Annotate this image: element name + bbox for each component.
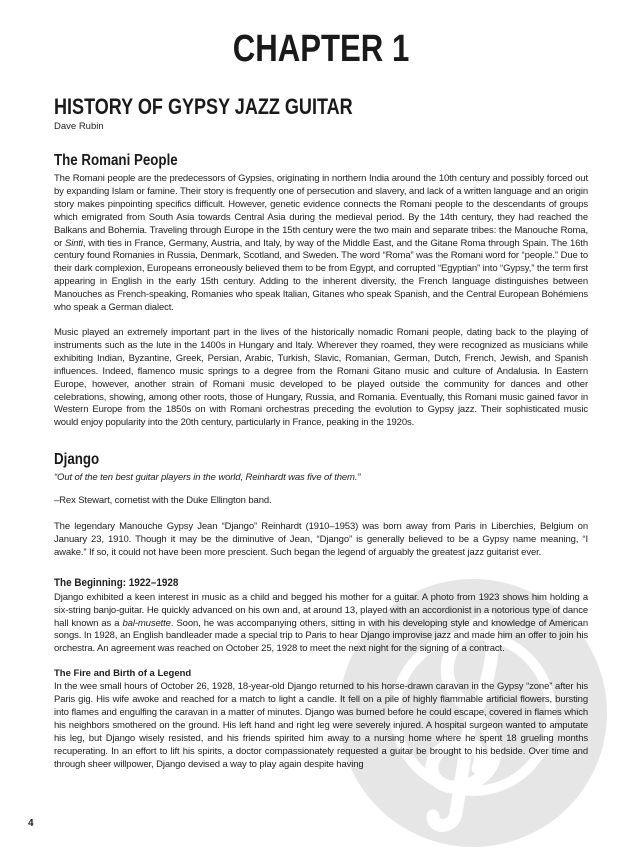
paragraph-romani-music: Music played an extremely important part in the lives of the historically nomadic Romani people, dating back to the playing of instruments such as the lute in the 1400s in Hungary and Italy. Wherever they roamed, they were recognized as musicians while exhibiting Indian, Byzantine, Greek, Persian, Arabic, Turkish, Slavic, Romanian, German, Dutch, French, Jewish, and Spanish influences. Indeed, flamenco music springs to a degree from the Romani Gitano music and culture of Andalusia. In Eastern Europe, however, another strain of Romani music developed to be played outside the community for dances and other celebrations, showing, among other roots, those of Hungary, Russia, and Romania. Eventually, this Romani music gained favor in Western Europe from the 1850s on with Romani orchestras preceding the evolution to Gypsy jazz. Their sophisticated music would enjoy popularity into the 20th century, particularly in France, peaking in the 1920s. bbox=[54, 326, 588, 429]
article bbox=[54, 26, 588, 772]
paragraph-fire: In the wee small hours of October 26, 1928, 18-year-old Django returned to his horse-drawn caravan in the Gypsy “zone” after his Paris gig. His wife awoke and reached for a match to light a candle. It fell on a pile of highly flammable artificial flowers, bursting into flames and engulfing the caravan in a matter of minutes. Django was burned before he could escape, covered in flames which his neighbors smothered on the ground. His left hand and right leg were severely injured. A hospital surgeon wanted to amputate his leg, but Django wisely resisted, and his friends spirited him away to a nursing home where he spent 18 grueling months recuperating. In an effort to lift his spirits, a doctor compassionately requested a guitar be brought to his bedside. Over time and through sheer willpower, Django devised a way to play again despite having bbox=[54, 681, 588, 770]
django-quote: “Out of the ten best guitar players in the world, Reinhardt was five of them.” bbox=[54, 472, 361, 484]
subsection-heading-beginning: The Beginning: 1922–1928 bbox=[54, 576, 179, 589]
section-heading-django: Django bbox=[54, 451, 100, 469]
paragraph-django-birth: The legendary Manouche Gypsy Jean “Django” Reinhardt (1910–1953) was born away from Paris in Liberchies, Belgium on January 23, 1910. Though it may be the diminutive of Jean, “Django” is generally believed to be a Gypsy name meaning, “I awake.” If so, it could not have been more prescient. Such began the legend of arguably the greatest jazz guitarist ever. bbox=[54, 521, 588, 558]
paragraph-beginning: Django exhibited a keen interest in music as a child and begged his mother for a guitar. A photo from 1923 shows him holding a six-string banjo-guitar. He quickly advanced on his own and, at around 13, played with an accordionist in a notorious type of dance hall known as a bal-musette. Soon, he was accompanying others, sitting in with his developing style and knowledge of American songs. In 1928, an English bandleader made a special trip to Paris to hear Django improvise jazz and made him an offer to join his orchestra. An agreement was reached on October 25, 1928 to meet the next night for the signing of a contract. bbox=[54, 591, 588, 655]
section-heading-romani: The Romani People bbox=[54, 152, 178, 169]
page-title: HISTORY OF GYPSY JAZZ GUITAR bbox=[54, 94, 353, 119]
quote-attribution: –Rex Stewart, cornetist with the Duke Ellington band. bbox=[54, 495, 272, 507]
author-byline: Dave Rubin bbox=[54, 121, 104, 132]
page-number: 4 bbox=[28, 818, 34, 829]
chapter-heading: CHAPTER 1 bbox=[232, 28, 410, 70]
subsection-heading-fire: The Fire and Birth of a Legend bbox=[54, 668, 192, 680]
paragraph-romani-origins: The Romani people are the predecessors of Gypsies, originating in northern India around the 10th century and possibly forced out by expanding Islam or famine. Their story is frequently one of persecution and slavery, and lack of a written language and an origin story makes pinpointing specifics difficult. However, genetic evidence connects the Romani people to the descendants of groups which emigrated from South Asia towards Central Asia during the medieval period. By the 14th century, they had reached the Balkans and Bohemia. Traveling through Europe in the 15th century were the two main and separate tribes: the Manouche Roma, or Sinti, with ties in France, Germany, Austria, and Italy, by way of the Middle East, and the Gitane Roma through Spain. The 16th century found Romanies in Russia, Denmark, Scotland, and Sweden. The word “Roma” was the Romani word for “people.” Due to their dark complexion, Europeans erroneously believed them to be from Egypt, and corrupted “Egyptian” into “Gypsy,” the term first appearing in English in the early 15th century. Adding to the inherent diversity, the French language distinguishes between Manouches as French-speaking, Romanies who speak Italian, Gitanes who speak Spanish, and the Central European Bohémiens who speak a German dialect. bbox=[54, 173, 588, 314]
